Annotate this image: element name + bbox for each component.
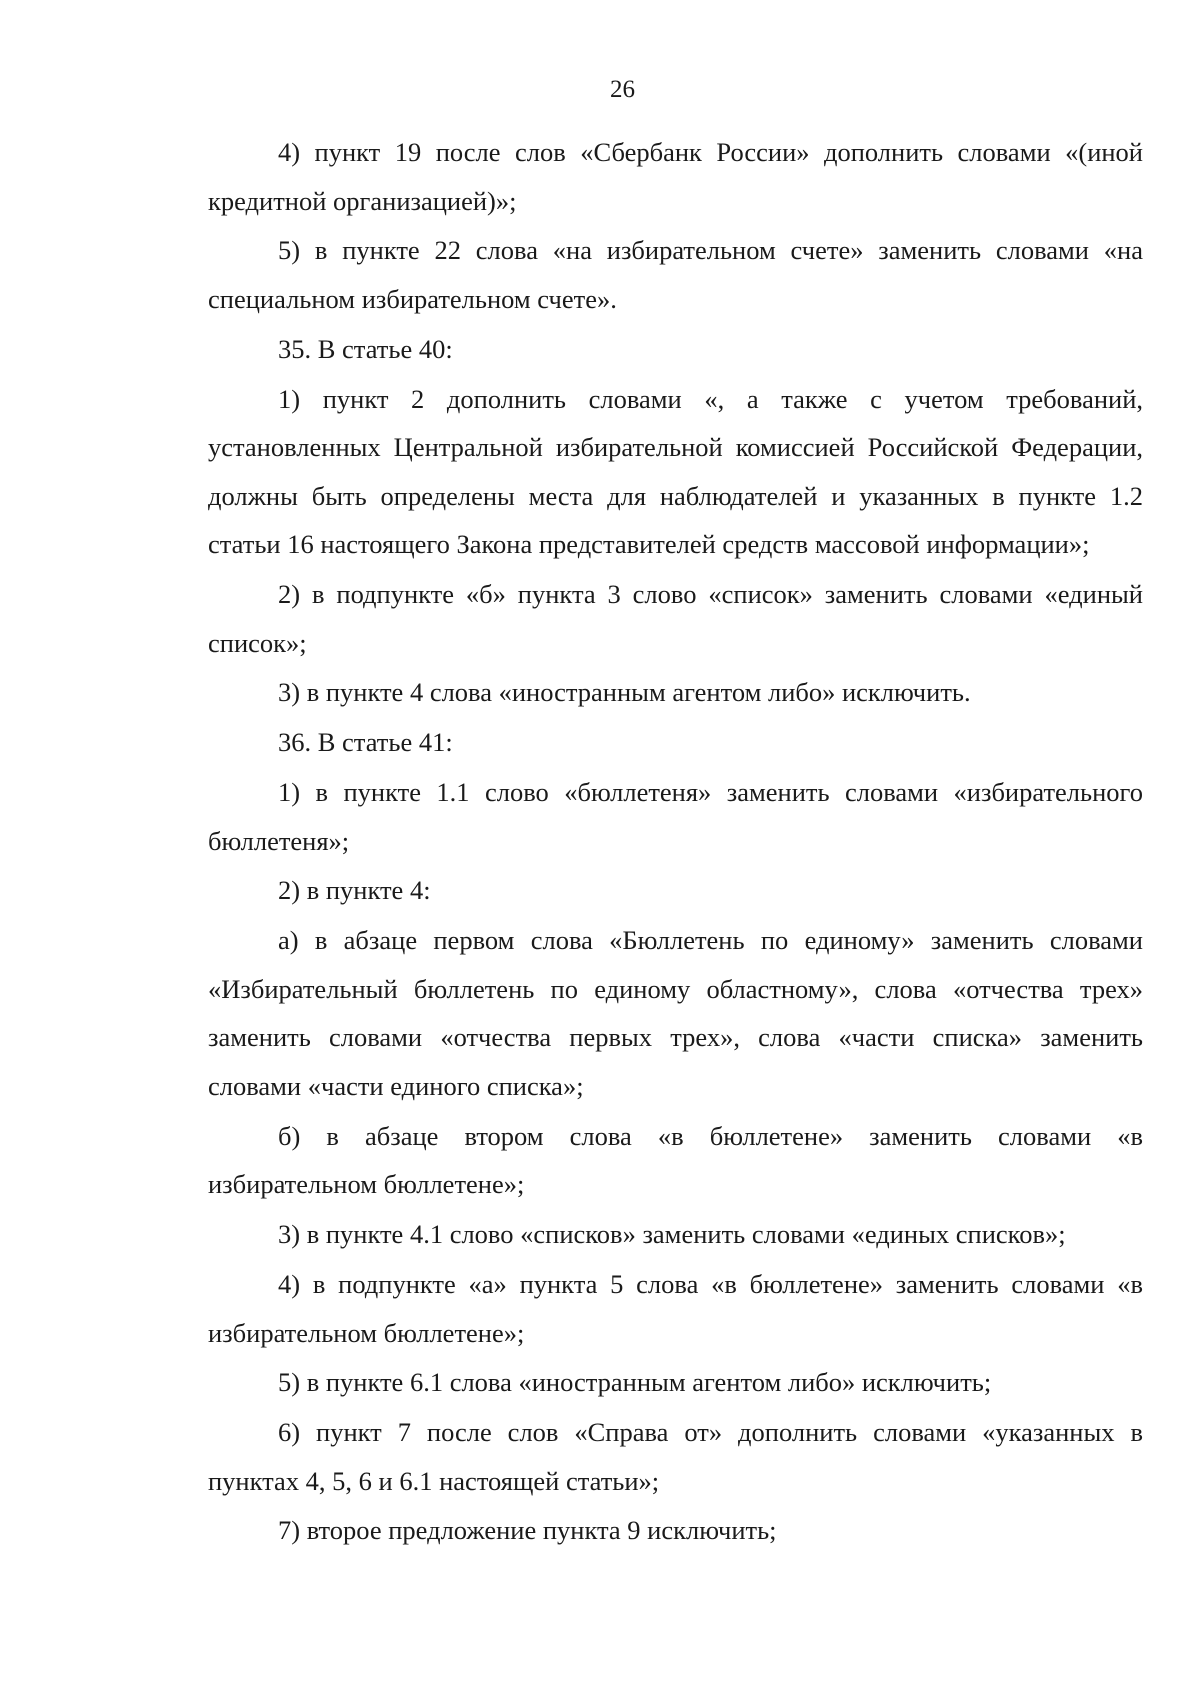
document-body xyxy=(208,128,1143,1556)
paragraph-article-40-item-3: 3) в пункте 4 слова «иностранным агентом либо» исключить. xyxy=(278,677,971,708)
paragraph-article-41-item-6: 6) пункт 7 после слов «Справа от» дополнить словами «указанных в пунктах 4, 5, 6 и 6.1 настоящей статьи»; xyxy=(208,1417,1143,1496)
paragraph-article-41-item-2: 2) в пункте 4: xyxy=(278,875,431,906)
paragraph-article-41-subitem-b: б) в абзаце втором слова «в бюллетене» заменить словами «в избирательном бюллетене»; xyxy=(208,1120,1143,1200)
paragraph-article-40-heading: 35. В статье 40: xyxy=(278,333,453,364)
paragraph-item-4-clause-19: 4) пункт 19 после слов «Сбербанк России» дополнить словами «(иной кредитной организацией)»; xyxy=(208,137,1143,216)
paragraph-article-41-item-3: 3) в пункте 4.1 слово «списков» заменить словами «единых списков»; xyxy=(278,1219,1066,1250)
paragraph-article-41-item-1: 1) в пункте 1.1 слово «бюллетеня» заменить словами «избирательного бюллетеня»; xyxy=(208,777,1143,856)
paragraph-item-5-clause-22: 5) в пункте 22 слова «на избирательном счете» заменить словами «на специальном избирательном счете». xyxy=(208,235,1143,314)
page-number: 26 xyxy=(610,76,635,103)
paragraph-article-41-subitem-a: а) в абзаце первом слова «Бюллетень по единому» заменить словами «Избирательный бюллетень по единому областному», слова «отчества трех» заменить словами «отчества первых трех», слова «части списка» заменить словами «части единого списка»; xyxy=(208,925,1143,1101)
paragraph-article-41-item-5: 5) в пункте 6.1 слова «иностранным агентом либо» исключить; xyxy=(278,1367,992,1398)
paragraph-article-41-heading: 36. В статье 41: xyxy=(278,727,453,758)
paragraph-article-41-item-4: 4) в подпункте «а» пункта 5 слова «в бюллетене» заменить словами «в избирательном бюллетене»; xyxy=(208,1268,1143,1348)
paragraph-article-40-item-2: 2) в подпункте «б» пункта 3 слово «список» заменить словами «единый список»; xyxy=(208,579,1143,658)
paragraph-article-41-item-7: 7) второе предложение пункта 9 исключить; xyxy=(278,1515,777,1546)
paragraph-article-40-item-1: 1) пункт 2 дополнить словами «, а также с учетом требований, установленных Центральной избирательной комиссией Российской Федерации, должны быть определены места для наблюдателей и указанных в пункте 1.2 статьи 16 настоящего Закона представителей средств массовой информации»; xyxy=(208,383,1143,560)
